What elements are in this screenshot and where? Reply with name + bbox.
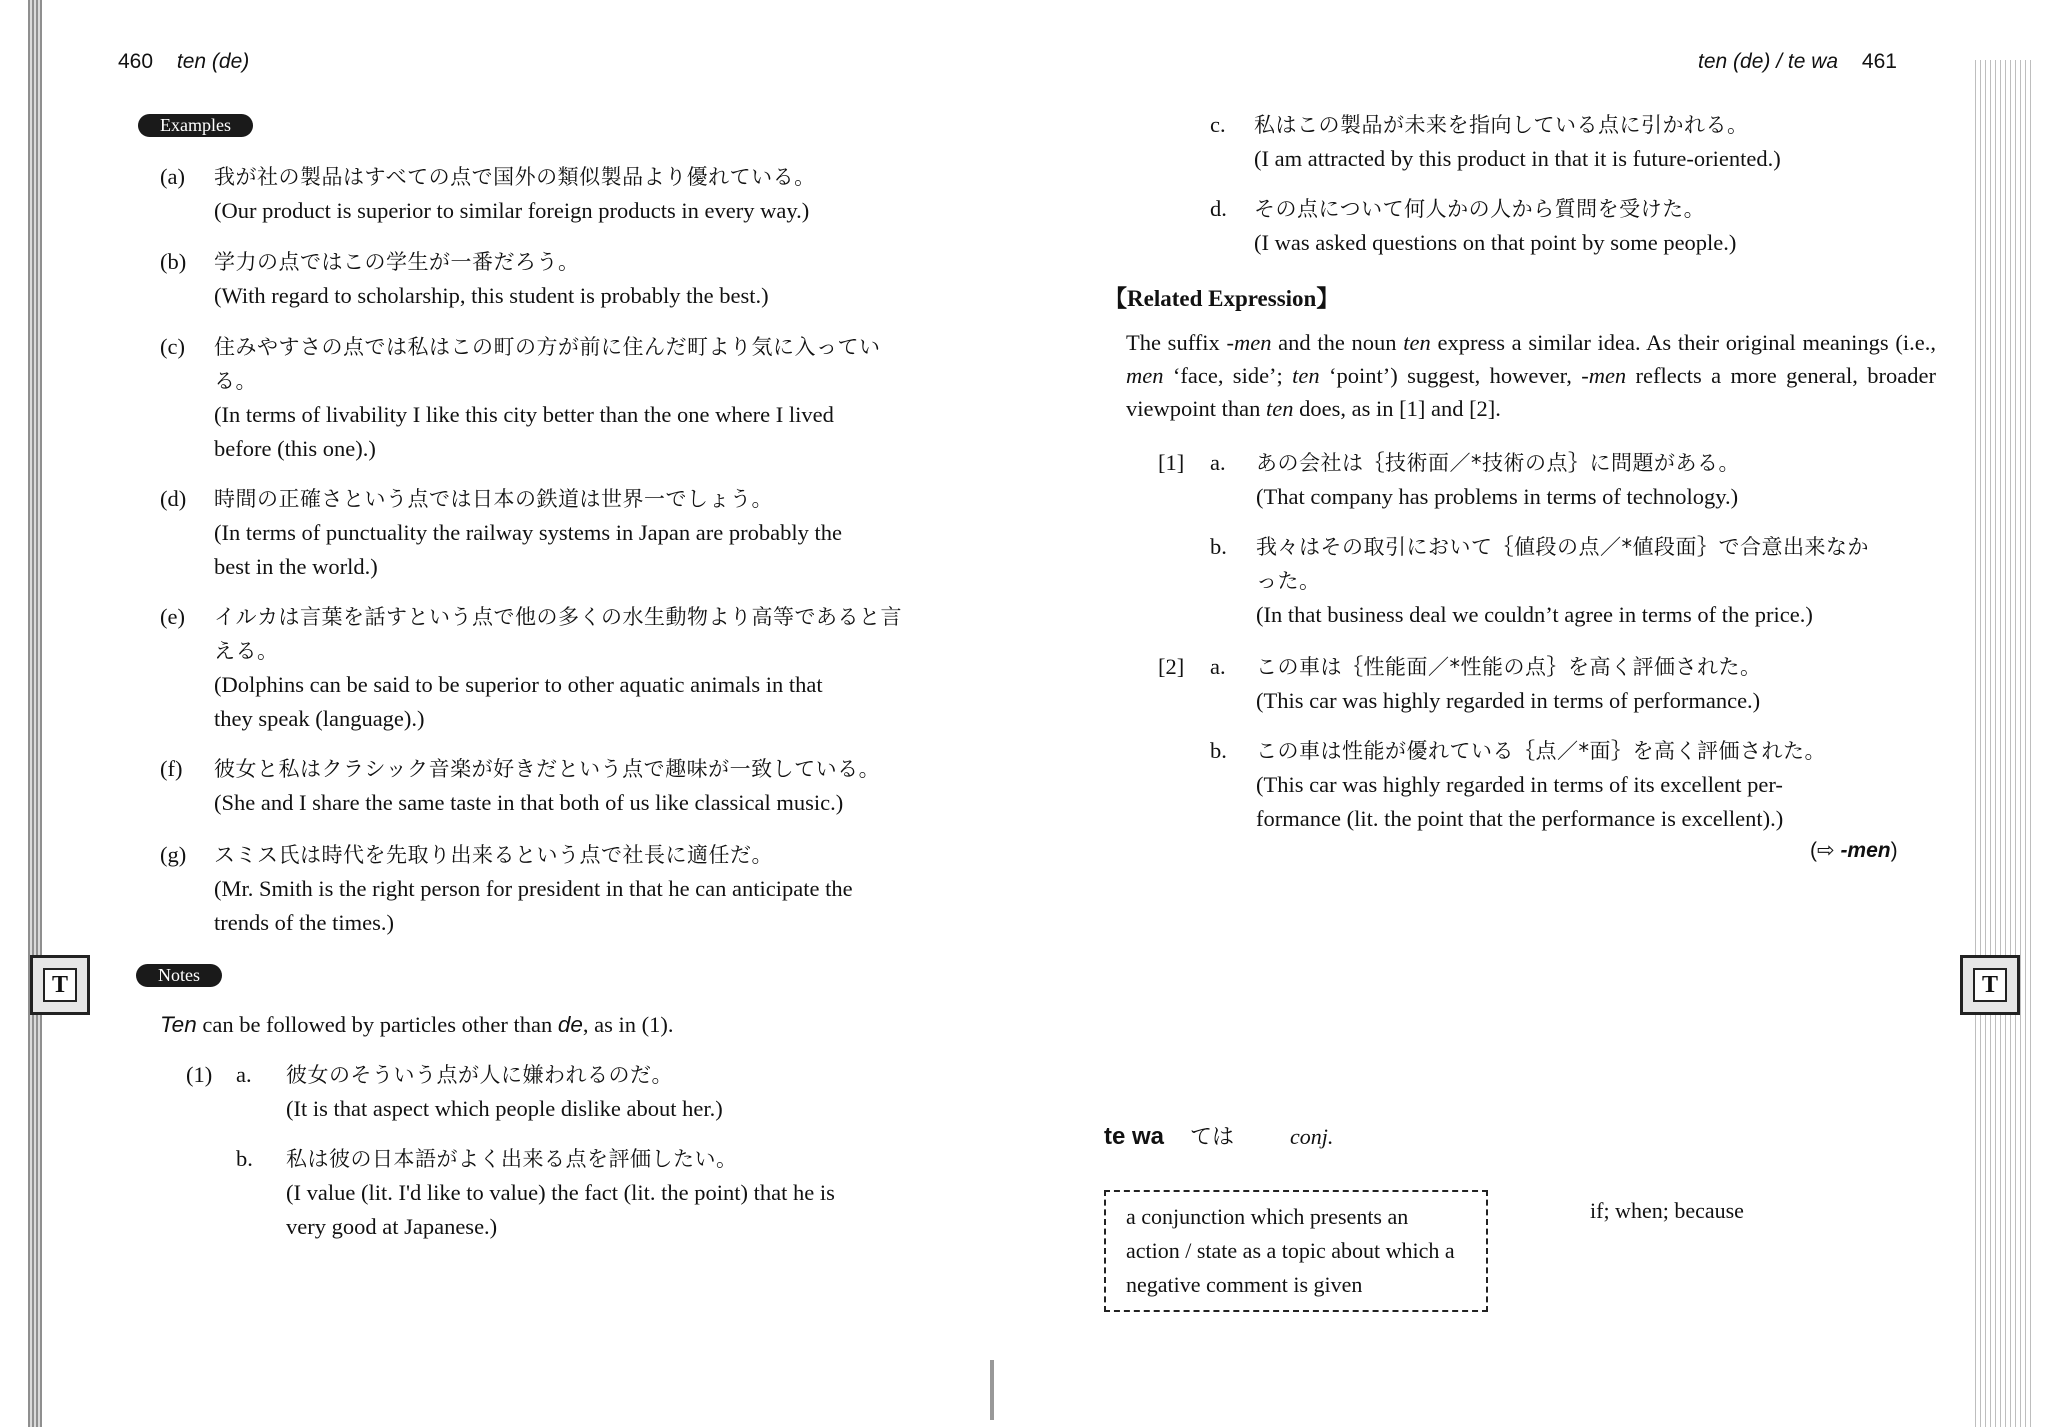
related-1a xyxy=(1158,446,1958,514)
related-number: [1] xyxy=(1158,450,1185,475)
related-en: (In that business deal we couldn’t agree in terms of the price.) xyxy=(1256,602,1813,627)
notes-badge: Notes xyxy=(136,964,222,987)
related-en: (This car was highly regarded in terms of its excellent per- xyxy=(1256,772,1783,797)
example-jp: 学力の点ではこの学生が一番だろう。 xyxy=(214,250,580,274)
note-sub-label: a. xyxy=(236,1062,252,1087)
example-label: (f) xyxy=(160,756,183,781)
example-jp: 彼女と私はクラシック音楽が好きだという点で趣味が一致している。 xyxy=(214,757,881,781)
left-running-head xyxy=(118,50,267,74)
example-c-cont xyxy=(1210,108,1970,176)
example-en-cont: best in the world.) xyxy=(214,554,378,579)
example-b xyxy=(160,245,960,313)
example-en-cont: they speak (language).) xyxy=(214,706,425,731)
te-wa-romaji: te wa xyxy=(1104,1123,1165,1150)
notes-intro-particle: de xyxy=(557,1012,583,1037)
note-number: (1) xyxy=(186,1062,213,1087)
para-italic: ten xyxy=(1403,330,1431,355)
related-2b xyxy=(1158,734,1968,836)
related-jp: この車は性能が優れている｛点／*面｝を高く評価された。 xyxy=(1256,739,1826,763)
example-jp: 住みやすさの点では私はこの町の方が前に住んだ町より気に入ってい xyxy=(214,335,881,359)
right-section-tab xyxy=(1960,955,2020,1015)
example-en: (Mr. Smith is the right person for president in that he can anticipate the xyxy=(214,876,853,901)
te-wa-entry-title xyxy=(1104,1120,1333,1151)
left-section-tab xyxy=(30,955,90,1015)
right-page-number: 461 xyxy=(1861,50,1897,73)
related-jp: この車は｛性能面／*性能の点｝を高く評価された。 xyxy=(1256,655,1762,679)
left-section-tab-letter: T xyxy=(43,968,77,1002)
cross-ref-target: -men xyxy=(1840,839,1891,862)
note-1b xyxy=(186,1142,966,1244)
note-1a xyxy=(186,1058,966,1126)
related-expression-heading: 【Related Expression】 xyxy=(1104,286,1340,311)
para-italic: men xyxy=(1126,363,1164,388)
cross-ref-close: ) xyxy=(1890,839,1898,862)
left-running-title: ten (de) xyxy=(176,50,250,73)
related-en: (This car was highly regarded in terms of performance.) xyxy=(1256,688,1761,713)
related-sub-label: a. xyxy=(1210,654,1226,679)
te-wa-part-of-speech: conj. xyxy=(1290,1124,1334,1149)
example-f xyxy=(160,752,960,820)
notes-intro-text: can be followed by particles other than xyxy=(196,1012,558,1037)
para-text: ‘face, side’; xyxy=(1163,363,1293,388)
right-running-head xyxy=(1680,50,1897,74)
note-jp: 彼女のそういう点が人に嫌われるのだ。 xyxy=(286,1063,673,1087)
example-en-cont: before (this one).) xyxy=(214,436,376,461)
related-sub-label: b. xyxy=(1210,534,1227,559)
example-en: (In terms of livability I like this city better than the one where I lived xyxy=(214,402,834,427)
example-e xyxy=(160,600,960,736)
example-label: (b) xyxy=(160,249,187,274)
para-text: and the noun xyxy=(1271,330,1404,355)
right-section-tab-letter: T xyxy=(1973,968,2007,1002)
related-jp: 我々はその取引において｛値段の点／*値段面｝で合意出来なか xyxy=(1256,535,1869,559)
note-en: (It is that aspect which people dislike about her.) xyxy=(286,1096,723,1121)
cross-ref-arrow-icon: (⇨ xyxy=(1810,839,1841,862)
te-wa-definition-box: a conjunction which presents an action / state as a topic about which a negative comment is given xyxy=(1104,1190,1488,1312)
example-jp: イルカは言葉を話すという点で他の多くの水生動物より高等であると言 xyxy=(214,605,902,629)
related-expression-paragraph xyxy=(1126,326,1936,425)
para-text: The suffix xyxy=(1126,330,1227,355)
te-wa-kana: ては xyxy=(1190,1125,1235,1150)
example-label: (d) xyxy=(160,486,187,511)
example-label: (g) xyxy=(160,842,187,867)
example-en: (Dolphins can be said to be superior to other aquatic animals in that xyxy=(214,672,823,697)
example-c xyxy=(160,330,960,466)
para-italic: ten xyxy=(1292,363,1320,388)
example-label: c. xyxy=(1210,112,1226,137)
para-italic: -men xyxy=(1581,363,1627,388)
right-page xyxy=(1030,0,2048,1427)
example-en: (Our product is superior to similar foreign products in every way.) xyxy=(214,198,810,223)
example-en-cont: trends of the times.) xyxy=(214,910,394,935)
example-jp: 私はこの製品が未来を指向している点に引かれる。 xyxy=(1254,113,1749,137)
para-text: does, as in [1] and [2]. xyxy=(1293,396,1501,421)
related-sub-label: b. xyxy=(1210,738,1227,763)
related-2a xyxy=(1158,650,1958,718)
example-jp: その点について何人かの人から質問を受けた。 xyxy=(1254,197,1706,221)
related-jp-cont: った。 xyxy=(1256,569,1321,593)
example-label: (e) xyxy=(160,604,185,629)
example-d-cont xyxy=(1210,192,1970,260)
example-jp-cont: える。 xyxy=(214,639,279,663)
example-g xyxy=(160,838,960,940)
para-italic: ten xyxy=(1265,396,1294,421)
example-jp: 我が社の製品はすべての点で国外の類似製品より優れている。 xyxy=(214,165,816,189)
related-number: [2] xyxy=(1158,654,1185,679)
examples-badge: Examples xyxy=(138,114,253,137)
related-en: (That company has problems in terms of technology.) xyxy=(1256,484,1739,509)
example-a xyxy=(160,160,960,228)
te-wa-english-equivalent: if; when; because xyxy=(1590,1198,1744,1223)
example-jp: スミス氏は時代を先取り出来るという点で社長に適任だ。 xyxy=(214,843,773,867)
cross-reference xyxy=(1810,838,1898,863)
related-sub-label: a. xyxy=(1210,450,1226,475)
example-jp-cont: る。 xyxy=(214,369,257,393)
left-page-number: 460 xyxy=(118,50,154,73)
related-en-cont: formance (lit. the point that the performance is excellent).) xyxy=(1256,806,1784,831)
example-jp: 時間の正確さという点では日本の鉄道は世界一でしょう。 xyxy=(214,487,773,511)
related-jp: あの会社は｛技術面／*技術の点｝に問題がある。 xyxy=(1256,451,1740,475)
notes-intro-text-end: , as in (1). xyxy=(582,1012,674,1037)
para-italic: -men xyxy=(1226,330,1272,355)
para-text: express a similar idea. As their original meanings (i.e., xyxy=(1430,330,1936,355)
para-text: reflects a more general, broader viewpoint than xyxy=(1126,363,1936,421)
example-en: (She and I share the same taste in that both of us like classical music.) xyxy=(214,790,844,815)
note-sub-label: b. xyxy=(236,1146,253,1171)
right-running-title: ten (de) / te wa xyxy=(1698,50,1839,73)
example-d xyxy=(160,482,960,584)
example-en: (With regard to scholarship, this student is probably the best.) xyxy=(214,283,769,308)
example-label: (c) xyxy=(160,334,185,359)
example-en: (In terms of punctuality the railway systems in Japan are probably the xyxy=(214,520,842,545)
left-page xyxy=(0,0,1000,1427)
notes-intro xyxy=(160,1008,960,1041)
notes-intro-term: Ten xyxy=(160,1012,197,1037)
note-jp: 私は彼の日本語がよく出来る点を評価したい。 xyxy=(286,1147,738,1171)
para-text: ‘point’) suggest, however, xyxy=(1319,363,1582,388)
note-en: (I value (lit. I'd like to value) the fact (lit. the point) that he is xyxy=(286,1180,835,1205)
note-en-cont: very good at Japanese.) xyxy=(286,1214,498,1239)
example-en: (I was asked questions on that point by some people.) xyxy=(1254,230,1737,255)
example-label: d. xyxy=(1210,196,1227,221)
related-1b xyxy=(1158,530,1958,632)
example-en: (I am attracted by this product in that it is future-oriented.) xyxy=(1254,146,1781,171)
example-label: (a) xyxy=(160,164,185,189)
